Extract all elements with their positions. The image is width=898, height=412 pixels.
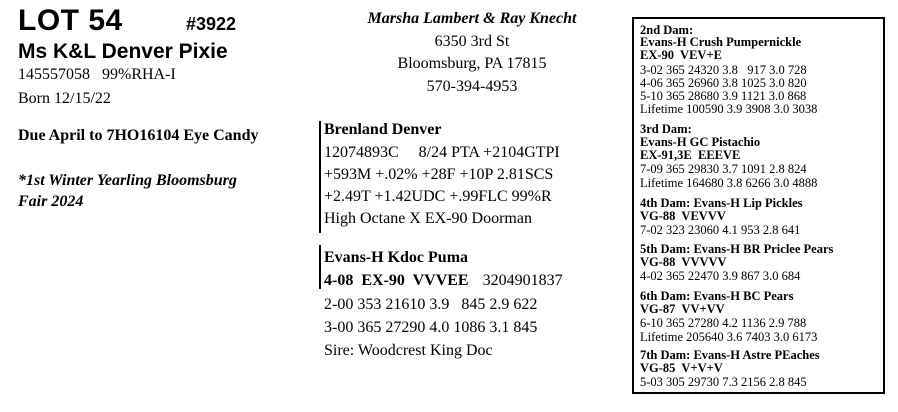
consignor-phone: 570-394-4953 [426, 78, 518, 95]
ped-2nd-lifetime: Lifetime 100590 3.9 3908 3.0 3038 [640, 102, 818, 116]
ped-6th-lifetime: Lifetime 205640 3.6 7403 3.0 6173 [640, 330, 818, 344]
ped-3rd-heading: 3rd Dam: [640, 122, 692, 136]
ped-4th-heading: 4th Dam: Evans-H Lip Pickles [640, 196, 803, 210]
ped-4th-record: 7-02 323 23060 4.1 953 2.8 641 [640, 223, 801, 237]
animal-registration: 145557058 99%RHA-I [18, 66, 176, 83]
animal-born: Born 12/15/22 [18, 90, 111, 107]
animal-name: Ms K&L Denver Pixie [18, 40, 228, 63]
dam-divider [319, 245, 321, 289]
sire-line-4: High Octane X EX-90 Doorman [324, 210, 532, 227]
ped-6th-class: VG-87 VV+VV [640, 302, 725, 316]
sire-divider [319, 121, 321, 233]
award-line-1: *1st Winter Yearling Bloomsburg [18, 172, 237, 189]
ped-2nd-heading: 2nd Dam: [640, 23, 694, 37]
ped-3rd-record: 7-09 365 29830 3.7 1091 2.8 824 [640, 162, 807, 176]
ped-2nd-name: Evans-H Crush Pumpernickle [640, 35, 802, 49]
ped-6th-heading: 6th Dam: Evans-H BC Pears [640, 289, 794, 303]
ped-5th-heading: 5th Dam: Evans-H BR Priclee Pears [640, 242, 834, 256]
dam-classification: 4-08 EX-90 VVVEE [324, 272, 469, 289]
sire-line-1: 12074893C 8/24 PTA +2104GTPI [324, 144, 560, 161]
ped-4th-class: VG-88 VEVVV [640, 209, 726, 223]
award-line-2: Fair 2024 [18, 193, 84, 210]
dam-classification-line [324, 272, 563, 290]
sire-name: Brenland Denver [324, 121, 442, 138]
dam-sire: Sire: Woodcrest King Doc [324, 342, 493, 359]
ped-5th-record: 4-02 365 22470 3.9 867 3.0 684 [640, 269, 801, 283]
ped-2nd-record: 4-06 365 26960 3.8 1025 3.0 820 [640, 76, 807, 90]
due-date: Due April to 7HO16104 Eye Candy [18, 127, 259, 144]
dam-record-1: 2-00 353 21610 3.9 845 2.9 622 [324, 296, 538, 313]
dam-record-2: 3-00 365 27290 4.0 1086 3.1 845 [324, 319, 538, 336]
ped-3rd-class: EX-91,3E EEEVE [640, 148, 741, 162]
consignor-street: 6350 3rd St [434, 33, 510, 50]
ped-7th-record: 5-03 305 29730 7.3 2156 2.8 845 [640, 375, 807, 389]
consignor-name: Marsha Lambert & Ray Knecht [367, 10, 577, 27]
dam-name: Evans-H Kdoc Puma [324, 249, 469, 266]
sire-line-3: +2.49T +1.42UDC +.99FLC 99%R [324, 188, 552, 205]
lot-number: #3922 [186, 14, 237, 34]
dam-registration: 3204901837 [482, 272, 563, 289]
ped-2nd-record: 3-02 365 24320 3.8 917 3.0 728 [640, 63, 807, 77]
ped-7th-class: VG-85 V+V+V [640, 361, 723, 375]
ped-2nd-class: EX-90 VEV+E [640, 48, 722, 62]
ped-6th-record: 6-10 365 27280 4.2 1136 2.9 788 [640, 316, 807, 330]
consignor-city: Bloomsburg, PA 17815 [397, 55, 547, 72]
ped-3rd-lifetime: Lifetime 164680 3.8 6266 3.0 4888 [640, 176, 818, 190]
ped-7th-heading: 7th Dam: Evans-H Astre PEaches [640, 348, 820, 362]
ped-2nd-record: 5-10 365 28680 3.9 1121 3.0 868 [640, 89, 807, 103]
sire-line-2: +593M +.02% +28F +10P 2.81SCS [324, 166, 554, 183]
ped-3rd-name: Evans-H GC Pistachio [640, 135, 761, 149]
ped-5th-class: VG-88 VVVVV [640, 255, 727, 269]
lot-label: LOT 54 [18, 4, 123, 37]
